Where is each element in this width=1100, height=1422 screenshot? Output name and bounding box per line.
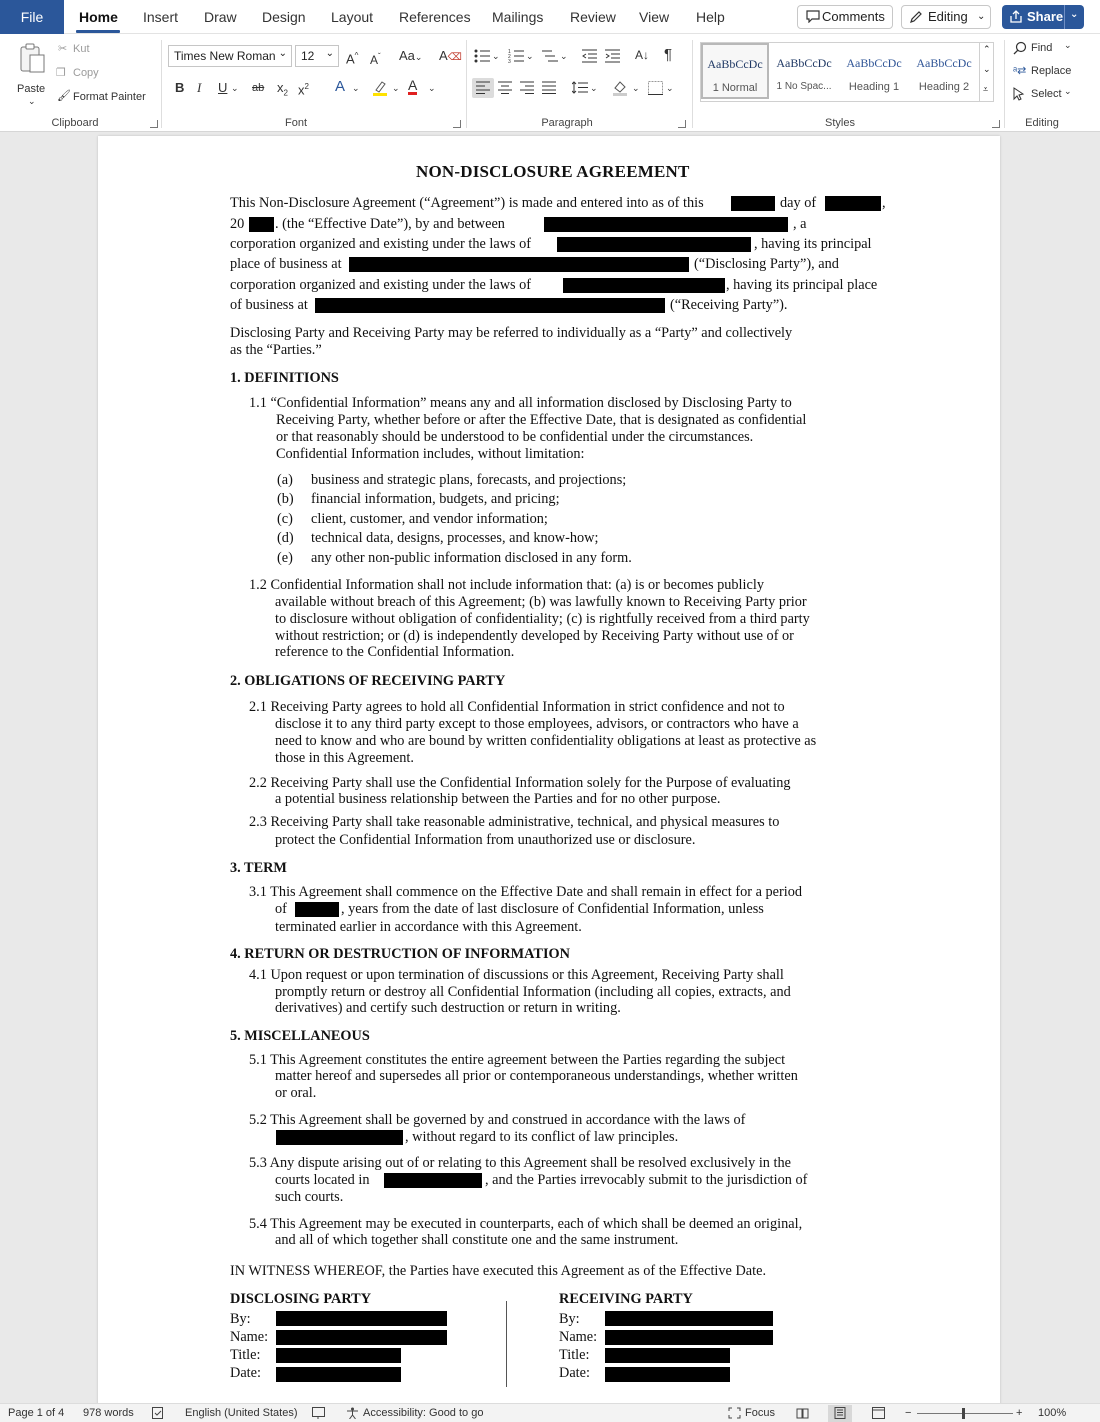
zoom-level[interactable]: 100% [1038,1407,1067,1419]
sig-heading-receiving: RECEIVING PARTY [559,1291,693,1307]
comment-icon [806,10,820,23]
chevron-down-icon[interactable]: ⌄ [428,83,436,93]
redaction-box [249,217,274,232]
copy-icon: ❐ [56,67,66,79]
style-heading-1[interactable]: AaBbCcDc Heading 1 [846,56,902,93]
sig-heading-disclosing: DISCLOSING PARTY [230,1291,372,1307]
chevron-down-icon[interactable]: ⌄ [231,83,239,93]
tab-home[interactable]: Home [79,9,118,25]
paste-icon [18,42,46,74]
share-button[interactable]: Share ⌄ [1002,5,1084,29]
line-spacing-icon[interactable] [572,81,588,94]
strikethrough-icon[interactable]: ab [252,82,265,94]
page-count[interactable]: Page 1 of 4 [8,1407,65,1419]
multilevel-list-icon[interactable] [542,49,558,63]
replace-icon: ᵃ⇄ [1013,65,1027,77]
sort-icon[interactable]: A↓ [635,48,650,62]
font-color-icon[interactable]: A [408,77,418,93]
bullets-icon[interactable] [474,49,490,63]
redaction-box [276,1330,447,1345]
grow-font-icon[interactable]: A^ [346,51,359,67]
highlight-icon[interactable] [372,80,388,96]
redaction-box [276,1130,403,1145]
italic-icon[interactable]: I [197,80,202,95]
font-group-label: Font [284,117,307,129]
redaction-box [295,902,339,917]
zoom-out-icon[interactable]: − [905,1407,912,1419]
focus-icon [728,1407,741,1419]
underline-icon[interactable]: U [218,80,228,95]
change-case-icon[interactable]: Aa⌄ [399,48,423,63]
section-heading: 4. RETURN OR DESTRUCTION OF INFORMATION [230,946,570,962]
focus-button[interactable]: Focus [745,1407,775,1419]
chevron-down-icon: ⌄ [325,48,334,59]
accessibility-icon [346,1407,359,1419]
section-heading: 2. OBLIGATIONS OF RECEIVING PARTY [230,673,506,689]
redaction-box [276,1348,401,1363]
word-count[interactable]: 978 words [83,1407,134,1419]
redaction-box [731,196,775,211]
chevron-down-icon: ⌄ [977,11,986,22]
superscript-icon[interactable]: $x^2$ [298,82,309,98]
decrease-indent-icon[interactable] [582,49,597,63]
redaction-box [605,1348,730,1363]
subscript-icon[interactable]: $x_2$ [277,80,288,98]
bold-icon[interactable]: B [175,80,185,95]
select-cursor-icon [1013,87,1025,101]
proofing-icon[interactable] [152,1407,165,1419]
redaction-box [544,217,788,232]
gallery-more-icon[interactable]: ⩡ [983,84,989,94]
witness-clause: IN WITNESS WHEREOF, the Parties have executed this Agreement as of the Effective Date. [230,1263,767,1279]
svg-text:3: 3 [508,59,511,63]
tab-draw[interactable]: Draw [204,9,237,25]
language[interactable]: English (United States) [185,1407,298,1419]
show-formatting-marks-icon[interactable]: ¶ [664,46,673,63]
redaction-box [349,257,689,272]
align-right-icon[interactable] [520,81,534,94]
editing-group-label: Editing [1025,117,1059,129]
style-no-spacing[interactable]: AaBbCcDc 1 No Spac... [776,56,832,92]
accessibility-status[interactable]: Accessibility: Good to go [363,1407,484,1419]
paragraph-group-label: Paragraph [541,117,593,129]
section-heading: 3. TERM [230,860,287,876]
clear-formatting-icon[interactable]: A⌫ [439,48,462,63]
zoom-slider[interactable] [917,1413,1013,1414]
file-tab[interactable]: File [0,0,64,34]
tab-design[interactable]: Design [262,9,306,25]
redaction-box [384,1173,482,1188]
chevron-down-icon[interactable]: ⌄ [492,51,500,61]
chevron-down-icon[interactable]: ⌄ [1064,86,1072,96]
select-button[interactable]: Select [1031,88,1062,100]
cut-scissors-icon: ✂ [58,43,68,55]
redaction-box [605,1330,773,1345]
chevron-down-icon[interactable]: ⌄ [392,83,400,93]
font-size-combo[interactable]: 12 ⌄ [295,45,339,67]
styles-group-label: Styles [825,117,855,129]
chevron-down-icon: ⌄ [278,48,287,59]
pencil-icon [909,10,923,24]
web-layout-icon[interactable] [872,1407,885,1419]
zoom-slider-thumb[interactable] [962,1408,965,1419]
dialog-launcher-icon[interactable] [150,120,158,128]
tab-help[interactable]: Help [696,9,725,25]
copy-button[interactable]: Copy [73,67,99,79]
dialog-launcher-icon[interactable] [678,120,686,128]
menu-bar [0,0,1100,34]
chevron-down-icon[interactable]: ⌄ [1064,40,1072,50]
find-button[interactable]: Find [1031,42,1053,54]
text-predictions-icon[interactable] [312,1407,325,1419]
dialog-launcher-icon[interactable] [992,120,1000,128]
zoom-in-icon[interactable]: + [1016,1407,1023,1419]
status-bar [0,1403,1100,1422]
chevron-down-icon[interactable]: ⌄ [352,83,360,93]
chevron-down-icon[interactable]: ⌄ [526,51,534,61]
style-normal[interactable]: AaBbCcDc 1 Normal [701,43,769,99]
redaction-box [315,298,665,313]
format-painter-button[interactable]: Format Painter [73,91,146,103]
gallery-scroll-up-icon[interactable]: ⌃ [983,44,991,54]
shrink-font-icon[interactable]: $A^ˇ$ [370,52,381,67]
chevron-down-icon[interactable]: ⌄ [666,83,674,93]
increase-indent-icon[interactable] [605,49,620,63]
cut-button[interactable]: Kut [73,43,90,55]
svg-text:1: 1 [508,49,511,55]
redaction-box [557,237,751,252]
justify-icon[interactable] [542,81,556,94]
section-heading: 1. DEFINITIONS [230,370,339,386]
format-painter-icon: 🖌 [57,90,71,102]
text-effects-icon[interactable]: A [335,78,346,95]
signature-divider [506,1301,507,1387]
read-mode-icon[interactable] [796,1407,809,1419]
align-left-icon[interactable] [476,81,490,94]
share-icon [1009,10,1023,24]
redaction-box [563,278,725,293]
section-heading: 5. MISCELLANEOUS [230,1028,370,1044]
chevron-down-icon[interactable]: ⌄ [560,51,568,61]
replace-button[interactable]: Replace [1031,65,1072,77]
document-page[interactable]: NON-DISCLOSURE AGREEMENT This Non-Disclosure Agreement (“Agreement”) is made and entered into as of this day of , 20 . (the “Effective Date”), by and between , a corporation organized and existing under the laws of , having its principal place of business at (“Disclosing Party”), and corporation organized and existing under the laws of , having its principal place of business at (“Receiving Party”). Disclosing Party and Receiving Party may be referred to individually as a “Party” and collectively as the “Parties.” 1. DEFINITIONS 1.1 “Confidential Information” means any and all information disclosed by Disclosing Party to Receiving Party, whether before or after the Effective Date, that is designated as confidential or that reasonably should be understood to be confidential under the circumstances. Confidential Information includes, without limitation: (a) business and strategic plans, forecasts, and projections; (b) financial information, budgets, and pricing; (c) client, customer, and vendor information; (d) technical data, designs, processes, and know-how; (e) any other non-public information disclosed in any form. 1.2 Confidential Information shall not include information that: (a) is or becomes publicly available without breach of this Agreement; (b) was lawfully known to Receiving Party prior to disclosure without obligation of confidentiality; (c) is rightfully received from a third party without restriction; or (d) is independently developed by Receiving Party without use of or reference to the Confidential Information. 2. OBLIGATIONS OF RECEIVING PARTY 2.1 Receiving Party agrees to hold all Confidential Information in strict confidence and not to disclose it to any third party except to those employees, advisors, or contractors who have a need to know and who are bound by written confidentiality obligations at least as protective as those in this Agreement. 2.2 Receiving Party shall use the Confidential Information solely for the Purpose of evaluating a potential business relationship between the Parties and for no other purpose. 2.3 Receiving Party shall take reasonable administrative, technical, and physical measures to protect the Confidential Information from unauthorized use or disclosure. 3. TERM 3.1 This Agreement shall commence on the Effective Date and shall remain in effect for a period of , years from the date of last disclosure of Confidential Information, unless terminated earlier in accordance with this Agreement. 4. RETURN OR DESTRUCTION OF INFORMATION 4.1 Upon request or upon termination of discussions or this Agreement, Receiving Party shall promptly return or destroy all Confidential Information (including all copies, extracts, and derivatives) and certify such destruction or return in writing. 5. MISCELLANEOUS 5.1 This Agreement constitutes the entire agreement between the Parties regarding the subject matter hereof and supersedes all prior or contemporaneous understandings, whether written or oral. 5.2 This Agreement shall be governed by and construed in accordance with the laws of , without regard to its conflict of law principles. 5.3 Any dispute arising out of or relating to this Agreement shall be resolved exclusively in the courts located in , and the Parties irrevocably submit to the jurisdiction of such courts. 5.4 This Agreement may be executed in counterparts, each of which shall be deemed an original, and all of which together shall constitute one and the same instrument. IN WITNESS WHEREOF, the Parties have executed this Agreement as of the Effective Date. DISCLOSING PARTY By: Name: Title: Date: RECEIVING PARTY By: Name: Title: Date: [98,136,1000,1408]
numbering-icon[interactable] [508,49,524,63]
tab-insert[interactable]: Insert [143,9,179,25]
redaction-box [276,1311,447,1326]
align-center-icon[interactable] [498,81,512,94]
chevron-down-icon[interactable]: ⌄ [632,83,640,93]
shading-icon[interactable] [612,80,628,96]
tab-references[interactable]: References [399,9,471,25]
redaction-box [605,1367,730,1382]
chevron-down-icon[interactable]: ⌄ [590,83,598,93]
redaction-box [276,1367,401,1382]
tab-layout[interactable]: Layout [331,9,374,25]
doc-title: NON-DISCLOSURE AGREEMENT [416,162,690,181]
chevron-down-icon[interactable]: ⌄ [1070,9,1079,20]
borders-icon[interactable] [648,81,663,95]
svg-text:2: 2 [508,54,511,60]
redaction-box [825,196,881,211]
clipboard-group-label: Clipboard [51,117,99,129]
redaction-box [605,1311,773,1326]
font-name-combo[interactable]: Times New Roman ⌄ [168,45,292,67]
paste-button[interactable]: Paste ⌄ [14,40,48,104]
gallery-scroll-down-icon[interactable]: ⌄ [983,64,991,74]
print-layout-icon[interactable] [834,1407,846,1419]
active-tab-indicator [76,30,120,33]
comments-button[interactable]: Comments [797,5,893,29]
ribbon [0,34,1100,132]
tab-view[interactable]: View [639,9,670,25]
tab-review[interactable]: Review [570,9,616,25]
tab-mailings[interactable]: Mailings [492,9,544,25]
search-icon [1013,41,1027,55]
style-heading-2[interactable]: AaBbCcDc Heading 2 [916,56,972,93]
editing-mode-button[interactable]: Editing ⌄ [901,5,991,29]
chevron-down-icon: ⌄ [28,96,36,106]
dialog-launcher-icon[interactable] [453,120,461,128]
